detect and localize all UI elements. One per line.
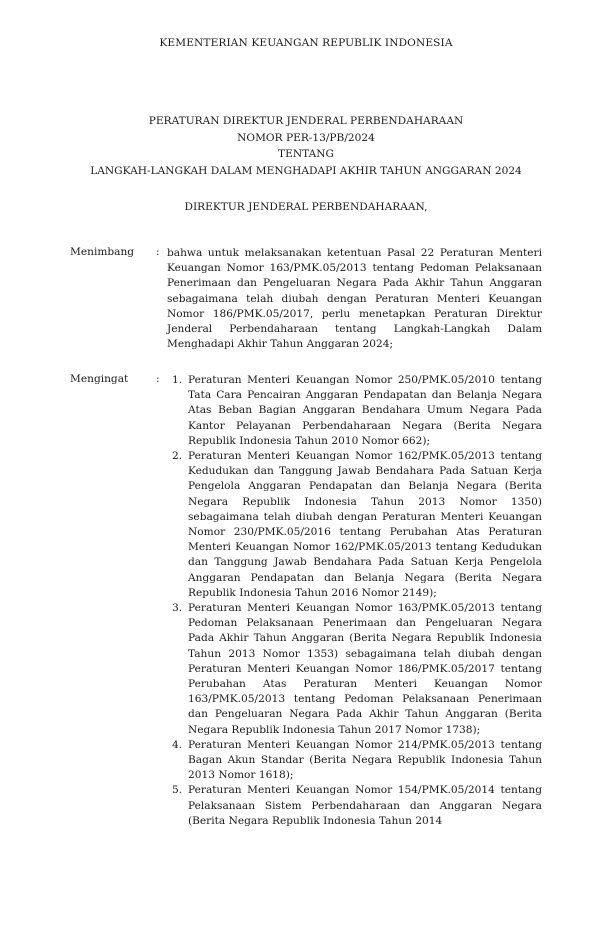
regulation-title: PERATURAN DIREKTUR JENDERAL PERBENDAHARAAN (148, 115, 464, 127)
list-item-text: Peraturan Menteri Keuangan Nomor 163/PMK.05/2013 tentang Pedoman Pelaksanaan Penerimaan dan Pengeluaran Negara Pada Akhir Tahun Anggaran (Berita Negara Republik Indonesia Tahun 2013 Nomor 1353) sebagaimana telah diubah dengan Peraturan Menteri Keuangan Nomor 186/PMK.05/2017 tentang Perubahan Atas Peraturan Menteri Keuangan Nomor 163/PMK.05/2013 tentang Pedoman Pelaksanaan Penerimaan dan Pengeluaran Negara Pada Akhir Tahun Anggaran (Berita Negara Republik Indonesia Tahun 2017 Nomor 1738); (188, 602, 542, 736)
list-item (172, 783, 542, 829)
list-item (172, 449, 542, 601)
list-item-text: Peraturan Menteri Keuangan Nomor 154/PMK.05/2014 tentang Pelaksanaan Sistem Perbendaharaan dan Anggaran Negara (Berita Negara Republik Indonesia Tahun 2014 (188, 784, 542, 827)
regulation-subject: LANGKAH-LANGKAH DALAM MENGHADAPI AKHIR TAHUN ANGGARAN 2024 (90, 164, 522, 177)
regulation-tentang: TENTANG (278, 148, 334, 160)
list-item-number: 2. (172, 450, 183, 463)
regulation-number: NOMOR PER-13/PB/2024 (237, 131, 375, 144)
issuer-heading: DIREKTUR JENDERAL PERBENDAHARAAN, (184, 201, 428, 213)
ministry-header: KEMENTERIAN KEUANGAN REPUBLIK INDONESIA (159, 37, 453, 49)
list-item-number: 4. (172, 738, 183, 751)
list-item-text: Peraturan Menteri Keuangan Nomor 214/PMK.05/2013 tentang Bagan Akun Standar (Berita Negara Republik Indonesia Tahun 2013 Nomor 1618); (188, 738, 542, 782)
list-item (172, 373, 542, 449)
menimbang-colon: : (156, 246, 160, 258)
mengingat-label: Mengingat (70, 373, 129, 385)
regulation-title-block (0, 113, 612, 179)
menimbang-text: bahwa untuk melaksanakan ketentuan Pasal 22 Peraturan Menteri Keuangan Nomor 163/PMK.05/2013 tentang Pedoman Pelaksanaan Penerimaan dan Pengeluaran Negara Pada Akhir Tahun Anggaran sebagaimana telah diubah dengan Peraturan Menteri Keuangan Nomor 186/PMK.05/2017, perlu menetapkan Peraturan Direktur Jenderal Perbendaharaan tentang Langkah-Langkah Dalam Menghadapi Akhir Tahun Anggaran 2024; (167, 247, 542, 351)
mengingat-list (172, 373, 542, 829)
menimbang-label: Menimbang (70, 246, 135, 258)
list-item-number: 3. (172, 602, 183, 615)
list-item-text: Peraturan Menteri Keuangan Nomor 250/PMK.05/2010 tentang Tata Cara Pencairan Anggaran Pendapatan dan Belanja Negara Atas Beban Bagian Anggaran Bendahara Umum Negara Pada Kantor Pelayanan Perbendaharaan Negara (Berita Negara Republik Indonesia Tahun 2010 Nomor 662); (188, 374, 542, 447)
list-item (172, 738, 542, 784)
list-item-number: 1. (172, 374, 183, 386)
mengingat-colon: : (156, 373, 160, 385)
list-item-number: 5. (172, 784, 183, 797)
list-item (172, 601, 542, 738)
list-item-text: Peraturan Menteri Keuangan Nomor 162/PMK.05/2013 tentang Kedudukan dan Tanggung Jawab Bendahara Pada Satuan Kerja Pengelola Anggaran Pendapatan dan Belanja Negara (Berita Negara Republik Indonesia Tahun 2013 Nomor 1350) sebagaimana telah diubah dengan Peraturan Menteri Keuangan Nomor 230/PMK.05/2016 tentang Perubahan Atas Peraturan Menteri Keuangan Nomor 162/PMK.05/2013 tentang Kedudukan dan Tanggung Jawab Bendahara Pada Satuan Kerja Pengelola Anggaran Pendapatan dan Belanja Negara (Berita Negara Republik Indonesia Tahun 2016 Nomor 2149); (188, 450, 542, 599)
